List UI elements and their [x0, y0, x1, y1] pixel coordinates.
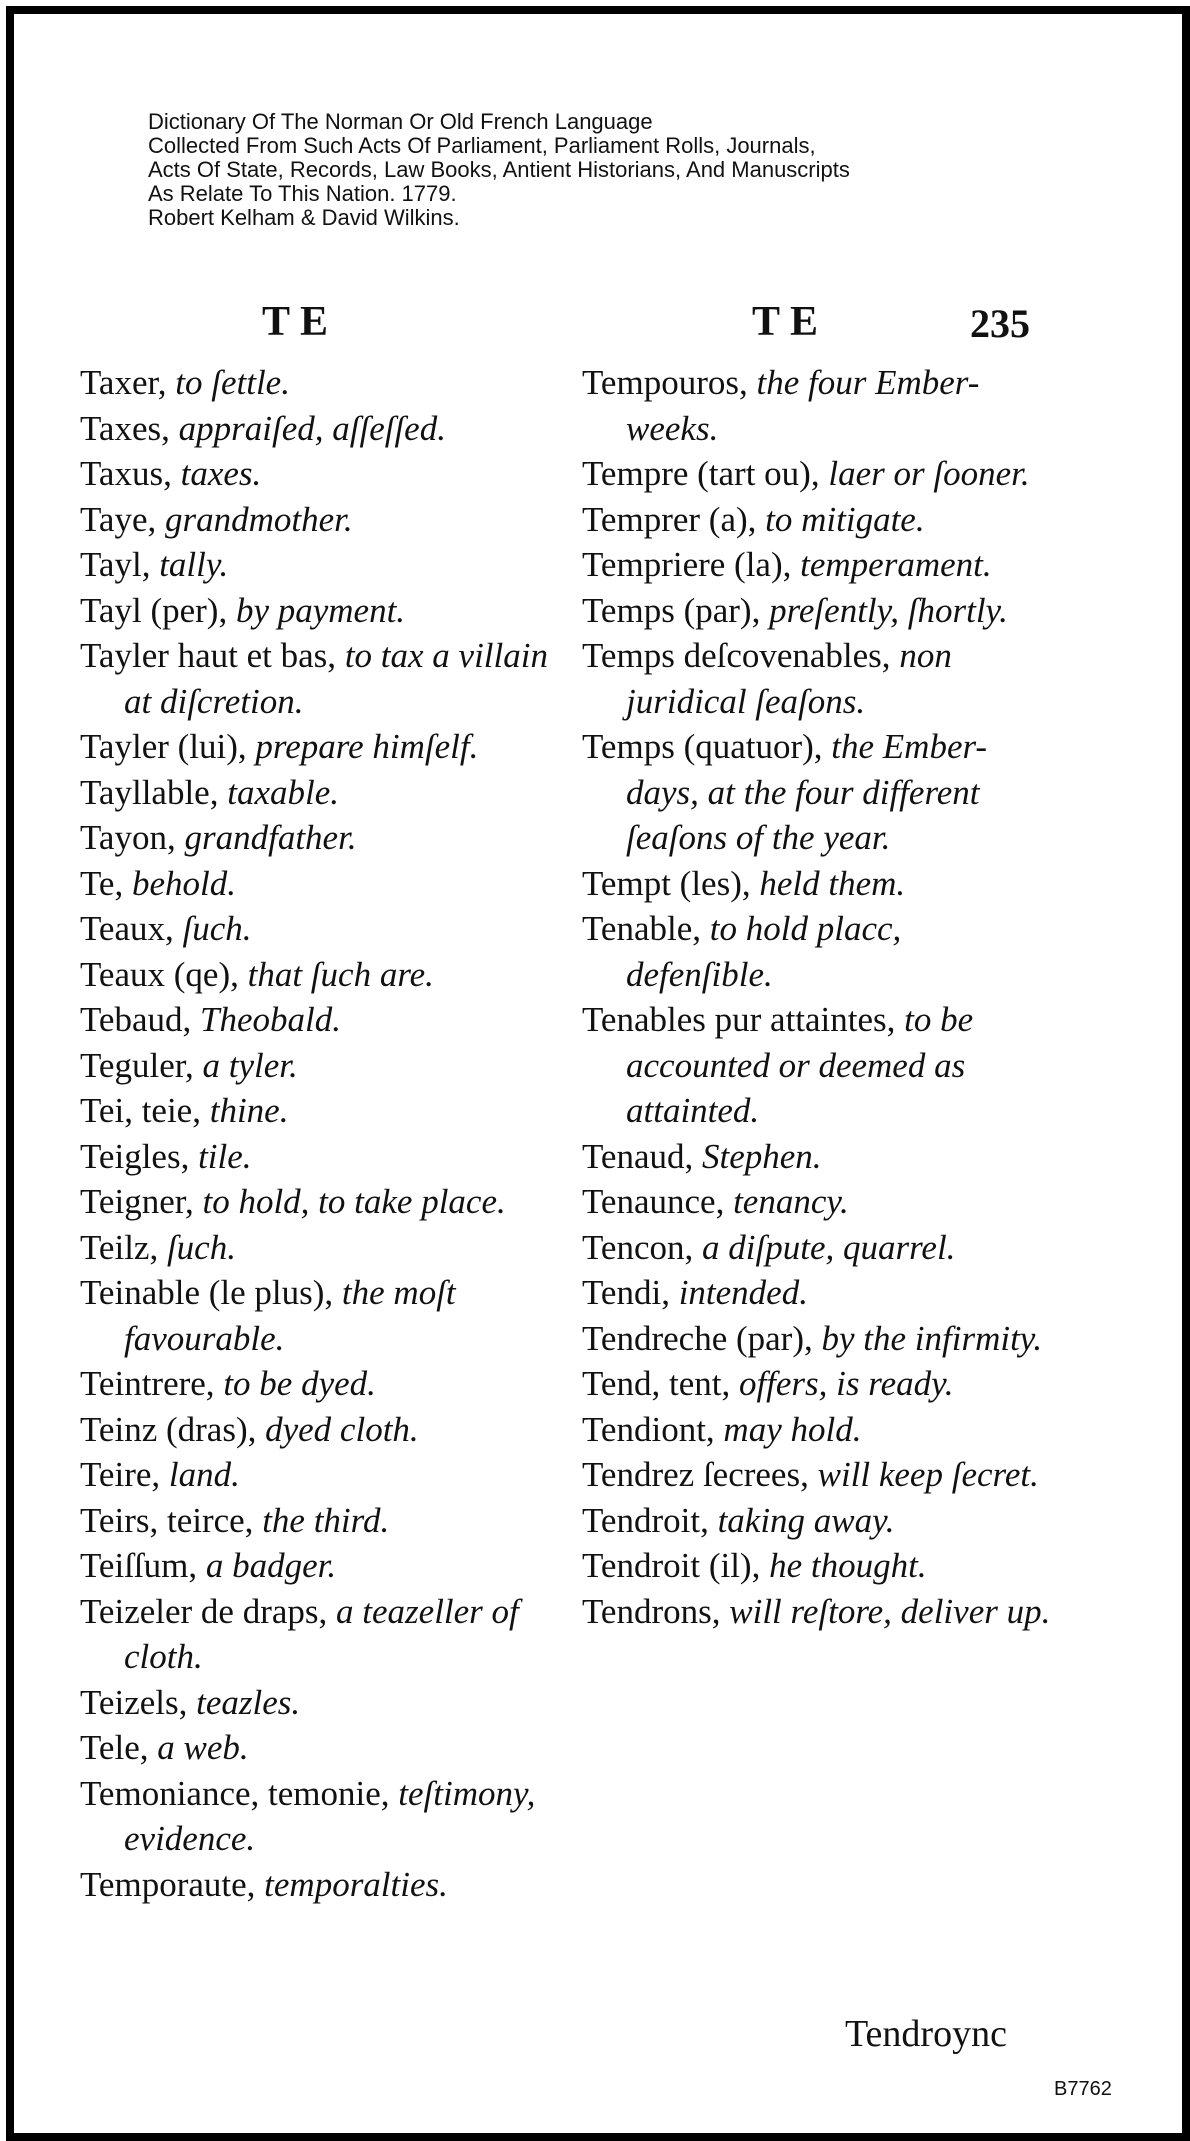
entry-definition: preſently, ſhortly.	[769, 590, 1008, 630]
entry-term: Tempouros,	[582, 363, 748, 402]
dictionary-entry	[80, 451, 550, 497]
entry-definition: will keep ſecret.	[817, 1455, 1039, 1494]
dictionary-entry	[80, 1088, 550, 1134]
entry-definition: a diſpute, quarrel.	[702, 1227, 956, 1267]
dictionary-entry	[80, 906, 550, 952]
dictionary-entry	[80, 1179, 550, 1225]
entry-definition: grandmother.	[165, 499, 353, 539]
dictionary-entry	[80, 633, 550, 724]
entry-term: Temprer (a),	[582, 499, 757, 539]
entry-term: Taye,	[80, 499, 157, 539]
entry-term: Tendrons,	[582, 1591, 721, 1631]
entry-definition: Stephen.	[702, 1136, 822, 1176]
entry-term: Tendi,	[582, 1273, 670, 1312]
entry-definition: tenancy.	[733, 1182, 849, 1221]
entry-term: Teiſſum,	[80, 1546, 198, 1585]
entry-definition: a teazeller of cloth.	[124, 1591, 519, 1676]
dictionary-entry	[582, 1589, 1052, 1635]
entry-definition: the third.	[262, 1500, 390, 1540]
entry-term: Teire,	[80, 1455, 161, 1494]
entry-term: Tendroit,	[582, 1500, 709, 1540]
entry-term: Tayl (per),	[80, 590, 228, 630]
entry-term: Tebaud,	[80, 1000, 192, 1039]
dictionary-entry	[582, 906, 1052, 997]
entry-term: Teigner,	[80, 1182, 194, 1221]
entry-term: Teizeler de draps,	[80, 1591, 328, 1631]
entry-term: Temps (quatuor),	[582, 727, 823, 766]
entry-definition: grandfather.	[184, 818, 357, 857]
dictionary-entry	[80, 1862, 550, 1908]
entry-term: Teirs, teirce,	[80, 1500, 254, 1540]
entry-term: Tend, tent,	[582, 1364, 731, 1403]
entry-definition: Theobald.	[200, 1000, 341, 1039]
dictionary-entry	[80, 1043, 550, 1089]
dictionary-entry	[582, 1270, 1052, 1316]
entry-definition: to ſettle.	[175, 363, 290, 402]
entry-definition: prepare himſelf.	[255, 727, 479, 766]
dictionary-entry	[582, 1407, 1052, 1453]
dictionary-entry	[80, 952, 550, 998]
dictionary-entry	[582, 497, 1052, 543]
entry-definition: by the infirmity.	[821, 1318, 1043, 1358]
entry-definition: tile.	[198, 1136, 252, 1176]
entry-term: Temps deſcovenables,	[582, 636, 891, 675]
entry-term: Tempt (les),	[582, 863, 751, 903]
entry-term: Taxer,	[80, 363, 167, 402]
entry-definition: a badger.	[205, 1546, 337, 1585]
entry-definition: ſuch.	[166, 1227, 236, 1267]
dictionary-entry	[582, 1225, 1052, 1271]
entry-term: Teguler,	[80, 1045, 194, 1085]
dictionary-entry	[582, 861, 1052, 907]
dictionary-entry	[582, 1543, 1052, 1589]
entry-term: Tele,	[80, 1728, 149, 1767]
dictionary-entry	[582, 724, 1052, 861]
entry-term: Teigles,	[80, 1136, 190, 1176]
entry-definition: ſuch.	[182, 909, 252, 948]
dictionary-entry	[80, 588, 550, 634]
entry-term: Tendroit (il),	[582, 1546, 761, 1585]
dictionary-entry	[80, 1270, 550, 1361]
entry-definition: held them.	[759, 863, 906, 903]
entry-term: Tayllable,	[80, 772, 219, 812]
entry-term: Tayon,	[80, 818, 176, 857]
entry-definition: temporalties.	[264, 1864, 448, 1904]
caption-line: As Relate To This Nation. 1779.	[148, 181, 457, 206]
dictionary-entry	[80, 1134, 550, 1180]
entry-definition: thine.	[209, 1091, 289, 1130]
dictionary-entry	[582, 1361, 1052, 1407]
catchword: Tendroync	[845, 2013, 1007, 2055]
entry-definition: taxes.	[180, 454, 262, 493]
entry-term: Tenable,	[582, 909, 702, 948]
entry-definition: may hold.	[723, 1409, 862, 1449]
entry-term: Tayl,	[80, 545, 151, 584]
entry-term: Tendiont,	[582, 1409, 715, 1449]
left-column	[80, 360, 550, 1907]
caption-block	[148, 110, 1048, 230]
entry-definition: will reſtore, deliver up.	[729, 1591, 1051, 1631]
dictionary-entry	[582, 633, 1052, 724]
dictionary-entry	[582, 542, 1052, 588]
entry-term: Teaux (qe),	[80, 954, 239, 994]
entry-term: Tenaud,	[582, 1136, 694, 1176]
dictionary-entry	[582, 588, 1052, 634]
dictionary-entry	[80, 1498, 550, 1544]
catalog-code: B7762	[1054, 2078, 1112, 2100]
entry-definition: behold.	[131, 863, 236, 903]
entry-definition: to be dyed.	[223, 1364, 376, 1403]
entry-term: Tempriere (la),	[582, 545, 792, 584]
dictionary-entry	[80, 1680, 550, 1726]
dictionary-entry	[80, 542, 550, 588]
entry-term: Teaux,	[80, 909, 174, 948]
entry-term: Tempre (tart ou),	[582, 454, 820, 493]
entry-definition: offers, is ready.	[738, 1364, 954, 1403]
dictionary-entry	[80, 815, 550, 861]
entry-term: Taxus,	[80, 454, 172, 493]
running-head-right: TE	[752, 299, 829, 345]
dictionary-entry	[80, 1771, 550, 1862]
dictionary-entry	[80, 1589, 550, 1680]
entry-definition: to hold placc, defenſible.	[626, 909, 902, 994]
entry-definition: a tyler.	[202, 1045, 298, 1085]
entry-definition: dyed cloth.	[265, 1409, 419, 1449]
entry-definition: the Ember-days, at the four different ſeaſons of the year.	[626, 727, 988, 857]
dictionary-entry	[80, 724, 550, 770]
entry-definition: to hold, to take place.	[202, 1182, 506, 1221]
dictionary-entry	[582, 1134, 1052, 1180]
entry-term: Teilz,	[80, 1227, 159, 1267]
entry-definition: by payment.	[235, 590, 406, 630]
page-number: 235	[970, 301, 1030, 346]
entry-term: Temporaute,	[80, 1864, 256, 1904]
dictionary-entry	[582, 1498, 1052, 1544]
entry-definition: taking away.	[717, 1500, 895, 1540]
entry-term: Tenables pur attaintes,	[582, 1000, 896, 1039]
dictionary-entry	[80, 861, 550, 907]
entry-definition: to tax a villain at diſcretion.	[124, 636, 548, 721]
entry-definition: land.	[168, 1455, 240, 1494]
entry-term: Taxes,	[80, 408, 170, 448]
entry-term: Temoniance, temonie,	[80, 1773, 390, 1813]
caption-line: Robert Kelham & David Wilkins.	[148, 205, 460, 230]
entry-definition: teſtimony, evidence.	[124, 1773, 536, 1858]
dictionary-entry	[80, 1452, 550, 1498]
entry-definition: intended.	[678, 1273, 808, 1312]
entry-definition: non juridical ſeaſons.	[626, 636, 952, 721]
entry-definition: tally.	[159, 545, 229, 584]
entry-term: Tayler haut et bas,	[80, 636, 337, 675]
entry-term: Teinz (dras),	[80, 1409, 257, 1449]
dictionary-entry	[80, 1407, 550, 1453]
caption-line: Acts Of State, Records, Law Books, Antient Historians, And Manuscripts	[148, 157, 850, 182]
entry-term: Temps (par),	[582, 590, 761, 630]
entry-definition: the moſt favourable.	[124, 1273, 456, 1358]
entry-definition: the four Ember-weeks.	[626, 363, 980, 448]
entry-term: Tendrez ſecrees,	[582, 1455, 809, 1494]
dictionary-entry	[582, 997, 1052, 1134]
running-head-left: TE	[262, 299, 339, 345]
entry-definition: a web.	[157, 1728, 249, 1767]
entry-term: Tayler (lui),	[80, 727, 247, 766]
entry-definition: appraiſed, aſſeſſed.	[178, 408, 446, 448]
entry-definition: laer or ſooner.	[828, 454, 1030, 493]
entry-term: Tei, teie,	[80, 1091, 201, 1130]
entry-definition: he thought.	[769, 1546, 927, 1585]
entry-term: Tenaunce,	[582, 1182, 725, 1221]
caption-line: Collected From Such Acts Of Parliament, Parliament Rolls, Journals,	[148, 133, 816, 158]
entry-term: Tendreche (par),	[582, 1318, 813, 1358]
dictionary-entry	[582, 451, 1052, 497]
entry-definition: that ſuch are.	[247, 954, 434, 994]
entry-definition: to mitigate.	[765, 499, 925, 539]
entry-term: Tencon,	[582, 1227, 694, 1267]
dictionary-entry	[80, 497, 550, 543]
dictionary-entry	[582, 1179, 1052, 1225]
dictionary-entry	[80, 1361, 550, 1407]
dictionary-entry	[80, 1225, 550, 1271]
entry-definition: temperament.	[800, 545, 992, 584]
right-column	[582, 360, 1052, 1634]
dictionary-entry	[80, 1543, 550, 1589]
dictionary-entry	[80, 360, 550, 406]
entry-definition: to be accounted or deemed as attainted.	[626, 1000, 974, 1130]
entry-term: Teinable (le plus),	[80, 1273, 334, 1312]
entry-term: Teizels,	[80, 1682, 188, 1722]
entry-definition: taxable.	[227, 772, 339, 812]
dictionary-entry	[80, 770, 550, 816]
entry-term: Teintrere,	[80, 1364, 215, 1403]
entry-definition: teazles.	[196, 1682, 301, 1722]
dictionary-entry	[80, 1725, 550, 1771]
dictionary-entry	[582, 1452, 1052, 1498]
dictionary-entry	[582, 360, 1052, 451]
dictionary-entry	[80, 997, 550, 1043]
caption-line: Dictionary Of The Norman Or Old French Language	[148, 109, 653, 134]
dictionary-entry	[582, 1316, 1052, 1362]
dictionary-entry	[80, 406, 550, 452]
entry-term: Te,	[80, 863, 124, 903]
